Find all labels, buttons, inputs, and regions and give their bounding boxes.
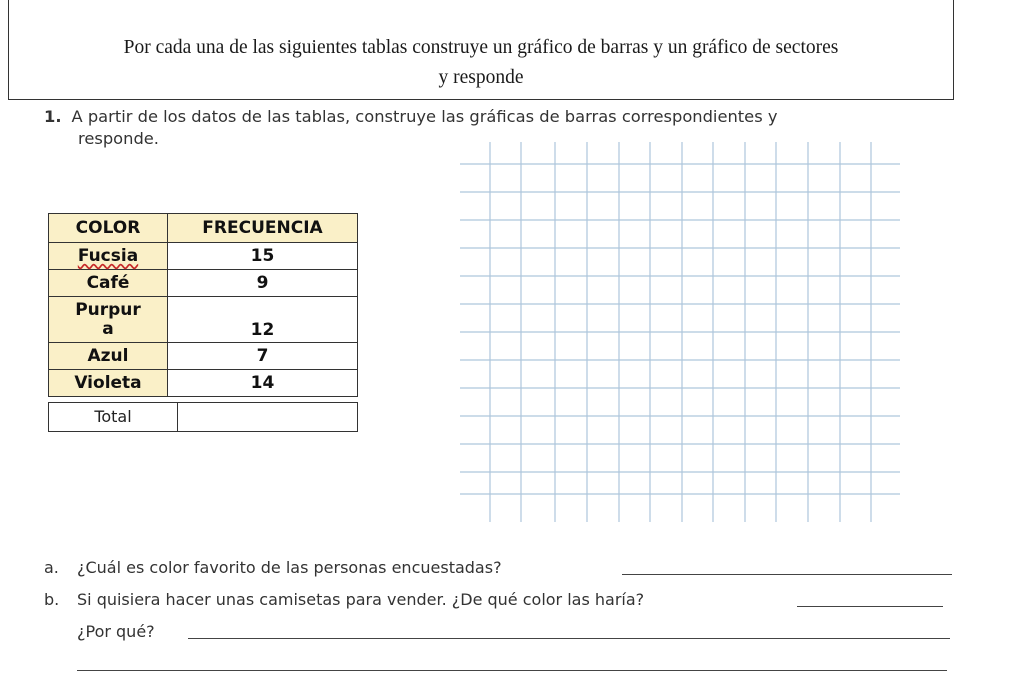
color-label-line-1: Purpur [75,299,141,320]
answer-line-a[interactable] [622,574,952,575]
answer-line-b[interactable] [797,606,943,607]
frequency-table [48,213,358,397]
frequency-cell: 12 [168,297,358,343]
instructions-line-2: y responde [438,67,524,88]
question-a [44,558,502,577]
table-row [49,243,358,270]
total-label: Total [49,403,178,431]
table-header-color: COLOR [49,214,168,243]
table-row [49,270,358,297]
question-1-text-line-2: responde. [78,129,159,148]
instructions-box [8,0,954,100]
frequency-cell: 9 [168,270,358,297]
total-row [48,402,358,432]
question-1-text-line-1: A partir de los datos de las tablas, construye las gráficas de barras correspondientes y [71,107,778,126]
color-label-line-2: a [102,318,114,339]
question-b-label: b. [44,590,60,609]
color-cell: Violeta [49,370,168,397]
color-cell: Café [49,270,168,297]
instructions-line-1: Por cada una de las siguientes tablas construye un gráfico de barras y un gráfico de sectores [123,37,839,58]
color-label: Fucsia [77,245,139,266]
question-a-label: a. [44,558,59,577]
frequency-cell: 15 [168,243,358,270]
color-cell [49,297,168,343]
table-row [49,297,358,343]
question-b-text: Si quisiera hacer unas camisetas para vender. ¿De qué color las haría? [77,590,645,609]
color-cell [49,243,168,270]
table-row [49,370,358,397]
color-cell: Azul [49,343,168,370]
question-why: ¿Por qué? [77,622,155,641]
answer-line-why-2[interactable] [77,670,947,671]
graph-grid[interactable] [460,142,905,527]
table-header-frequency: FRECUENCIA [168,214,358,243]
total-answer-field[interactable] [178,403,357,431]
frequency-cell: 14 [168,370,358,397]
question-b [44,590,644,609]
frequency-cell: 7 [168,343,358,370]
question-a-text: ¿Cuál es color favorito de las personas encuestadas? [77,558,502,577]
question-1-number: 1. [44,107,62,126]
table-row [49,343,358,370]
answer-line-why[interactable] [188,638,950,639]
question-1 [44,106,964,148]
